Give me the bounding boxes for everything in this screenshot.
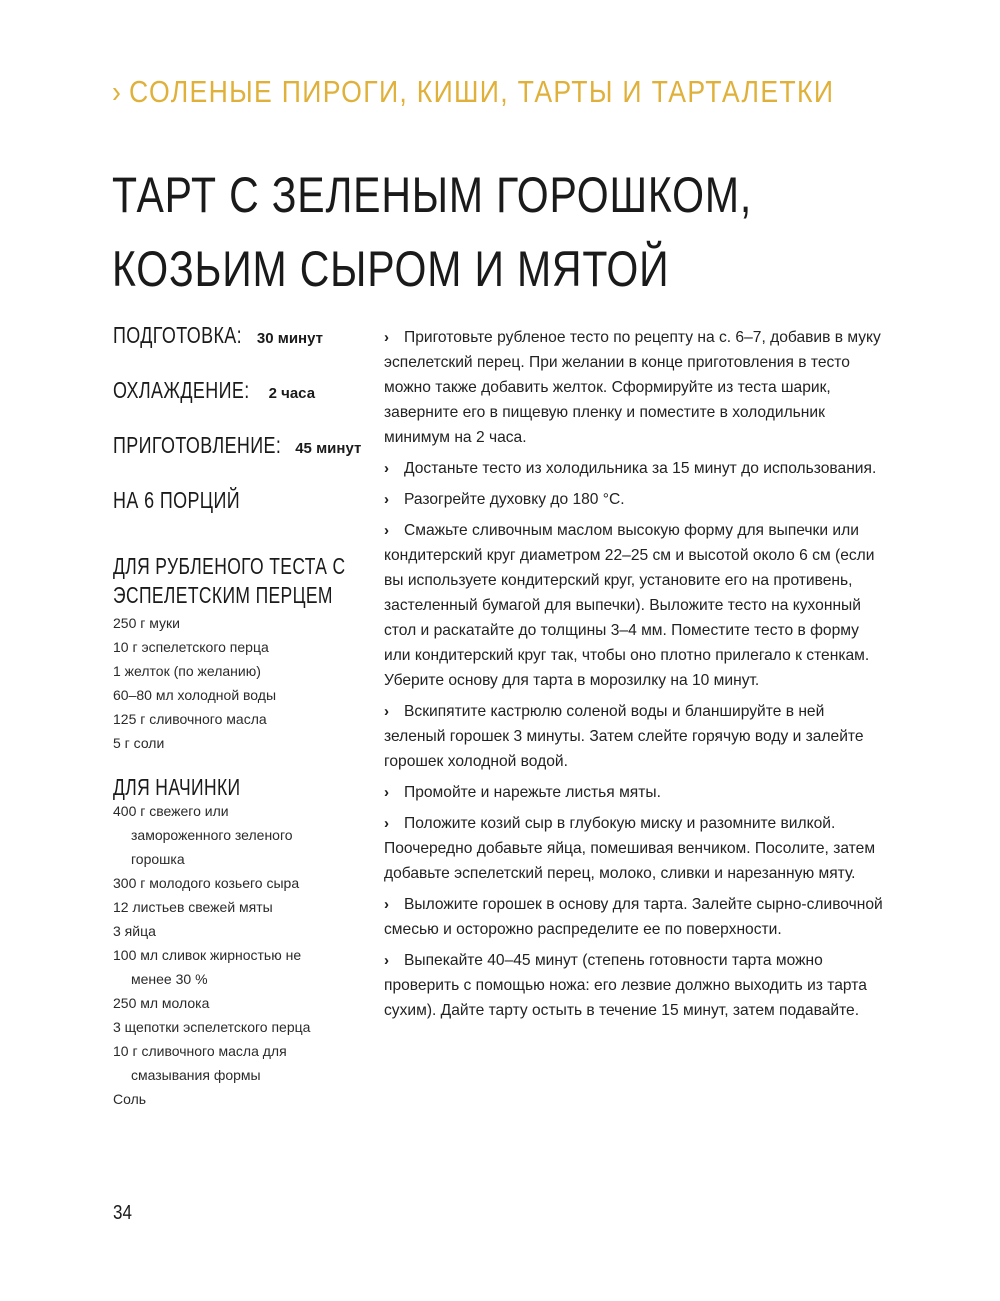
chevron-right-icon: ›: [384, 522, 389, 539]
dough-ingredient: 5 г соли: [113, 735, 165, 751]
filling-ingredient: [113, 895, 363, 919]
filling-ingredient-text: 3 яйца: [113, 923, 156, 939]
cook-time: [113, 432, 363, 487]
recipe-step-text: Выложите горошек в основу для тарта. Залейте сырно-сливочной смесью и осторожно распределите ее по поверхности.: [384, 896, 883, 938]
recipe-step: [384, 325, 884, 450]
filling-ingredient-text: 250 мл молока: [113, 995, 210, 1011]
filling-ingredient-text: 12 листьев свежей мяты: [113, 899, 273, 915]
dough-ingredient: 1 желток (по желанию): [113, 663, 261, 679]
dough-ingredient: 10 г эспелетского перца: [113, 639, 269, 655]
dough-ingredients: [113, 611, 363, 755]
filling-ingredient: [113, 919, 363, 943]
filling-ingredient-continuation: замороженного зеленого: [131, 827, 293, 843]
chevron-right-icon: ›: [384, 491, 389, 508]
chevron-right-icon: ›: [384, 703, 389, 720]
recipe-step-text: Смажьте сливочным маслом высокую форму для выпечки или кондитерский круг диаметром 22–25 см и высотой около 6 см (если вы используете кондитерский круг, установите его на противень, застеленный бумагой для выпечки). Выложите тесто на кухонный стол и раскатайте до толщины 3–4 мм. Поместите тесто в форму или кондитерский круг так, чтобы оно плотно прилегало к стенкам. Уберите основу для тарта в морозилку на 10 минут.: [384, 522, 875, 689]
chevron-right-icon: ›: [384, 952, 389, 969]
filling-ingredient: [113, 1087, 363, 1111]
chevron-right-icon: ›: [384, 896, 389, 913]
chevron-right-icon: ›: [384, 329, 389, 346]
filling-ingredient-text: 3 щепотки эспелетского перца: [113, 1019, 311, 1035]
recipe-step: [384, 811, 884, 886]
recipe-step: [384, 892, 884, 942]
cook-time-label: ПРИГОТОВЛЕНИЕ:: [113, 432, 282, 458]
chevron-right-icon: ›: [384, 784, 389, 801]
recipe-step-text: Положите козий сыр в глубокую миску и разомните вилкой. Поочередно добавьте яйца, помешивая венчиком. Посолите, затем добавьте эспелетский перец, молоко, сливки и нарезанную мяту.: [384, 815, 876, 882]
dough-ingredient: 60–80 мл холодной воды: [113, 687, 277, 703]
recipe-step: [384, 699, 884, 774]
filling-ingredient-text: 300 г молодого козьего сыра: [113, 875, 300, 891]
recipe-step-text: Выпекайте 40–45 минут (степень готовности тарта можно проверить с помощью ножа: его лезвие должно выходить из тарта сухим). Дайте тарту остыть в течение 15 минут, затем подавайте.: [384, 952, 867, 1019]
filling-ingredient-continuation: смазывания формы: [131, 1067, 261, 1083]
chevron-right-icon: ›: [384, 460, 389, 477]
filling-section-title: ДЛЯ НАЧИНКИ: [113, 774, 241, 800]
chapter-title: СОЛЕНЫЕ ПИРОГИ, КИШИ, ТАРТЫ И ТАРТАЛЕТКИ: [129, 74, 835, 109]
dough-ingredient: 125 г сливочного масла: [113, 711, 267, 727]
recipe-step-text: Промойте и нарежьте листья мяты.: [404, 784, 661, 801]
page-number: 34: [113, 1202, 132, 1224]
servings: [113, 487, 363, 542]
recipe-step-text: Разогрейте духовку до 180 °С.: [404, 491, 625, 508]
chill-time-label: ОХЛАЖДЕНИЕ:: [113, 377, 250, 403]
filling-ingredient: [113, 1039, 363, 1087]
chevron-right-icon: ›: [112, 74, 123, 109]
filling-ingredient: [113, 991, 363, 1015]
prep-time: [113, 322, 363, 377]
recipe-step: [384, 518, 884, 693]
filling-ingredient-continuation: менее 30 %: [131, 971, 208, 987]
filling-ingredient-text: 10 г сливочного масла для: [113, 1043, 287, 1059]
prep-time-label: ПОДГОТОВКА:: [113, 322, 243, 348]
filling-ingredient-text: 100 мл сливок жирностью не: [113, 947, 302, 963]
filling-ingredient: [113, 871, 363, 895]
filling-ingredient-text: Соль: [113, 1091, 147, 1107]
filling-ingredient: [113, 1015, 363, 1039]
filling-ingredient: [113, 799, 363, 871]
recipe-title: ТАРТ С ЗЕЛЕНЫМ ГОРОШКОМ, КОЗЬИМ СЫРОМ И МЯТОЙ: [112, 167, 753, 297]
chevron-right-icon: ›: [384, 815, 389, 832]
filling-ingredient: [113, 943, 363, 991]
filling-ingredient-continuation: горошка: [131, 851, 185, 867]
dough-ingredient: 250 г муки: [113, 615, 180, 631]
prep-time-value: 30 минут: [256, 330, 323, 347]
recipe-sidebar: [113, 322, 363, 1111]
recipe-step: [384, 780, 884, 805]
recipe-step: [384, 948, 884, 1023]
recipe-step-text: Вскипятите кастрюлю соленой воды и бланшируйте в ней зеленый горошек 3 минуты. Затем слейте горячую воду и залейте горошек холодной водой.: [384, 703, 864, 770]
filling-ingredient-text: 400 г свежего или: [113, 803, 229, 819]
servings-label: НА 6 ПОРЦИЙ: [113, 487, 241, 513]
recipe-step-text: Приготовьте рубленое тесто по рецепту на с. 6–7, добавив в муку эспелетский перец. При желании в конце приготовления в тесто можно также добавить желток. Сформируйте из теста шарик, заверните его в пищевую пленку и поместите в холодильник минимум на 2 часа.: [384, 329, 881, 446]
filling-ingredients: [113, 799, 363, 1111]
recipe-steps: [384, 325, 884, 1029]
chill-time: [113, 377, 363, 432]
recipe-step: [384, 456, 884, 481]
recipe-step: [384, 487, 884, 512]
dough-section-title: ДЛЯ РУБЛЕНОГО ТЕСТА С ЭСПЕЛЕТСКИМ ПЕРЦЕМ: [113, 553, 346, 608]
chapter-header: [112, 74, 834, 110]
chill-time-value: 2 часа: [268, 385, 316, 402]
cook-time-value: 45 минут: [295, 440, 362, 457]
recipe-step-text: Достаньте тесто из холодильника за 15 минут до использования.: [404, 460, 877, 477]
